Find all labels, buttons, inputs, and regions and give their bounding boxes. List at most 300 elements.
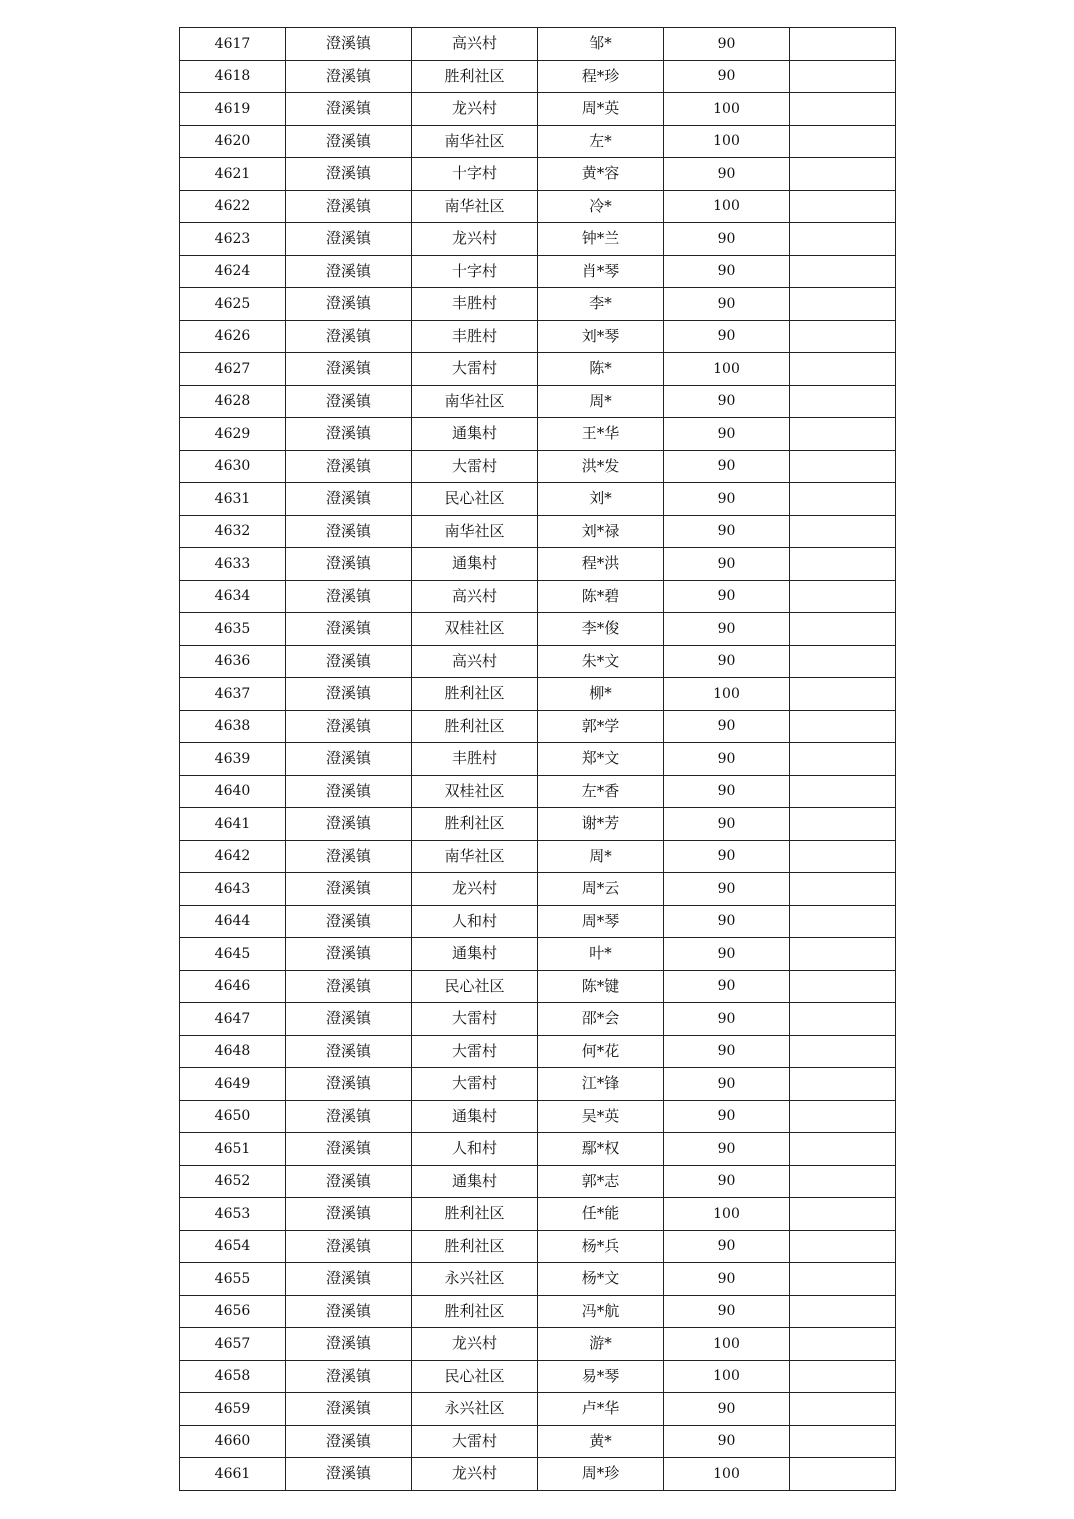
village-cell: 大雷村	[412, 1003, 538, 1036]
serial-number-cell: 4639	[180, 743, 286, 776]
serial-number-cell: 4653	[180, 1198, 286, 1231]
person-name-cell: 冯*航	[538, 1295, 664, 1328]
table-row	[180, 743, 896, 776]
serial-number-cell: 4646	[180, 970, 286, 1003]
table-row	[180, 1360, 896, 1393]
serial-number-cell: 4641	[180, 808, 286, 841]
amount-cell: 90	[664, 450, 790, 483]
person-name-cell: 钟*兰	[538, 223, 664, 256]
village-cell: 民心社区	[412, 1360, 538, 1393]
village-cell: 通集村	[412, 418, 538, 451]
amount-cell: 90	[664, 580, 790, 613]
table-row	[180, 93, 896, 126]
amount-cell: 90	[664, 873, 790, 906]
serial-number-cell: 4651	[180, 1133, 286, 1166]
remark-cell	[790, 1003, 896, 1036]
table-row	[180, 190, 896, 223]
person-name-cell: 李*俊	[538, 613, 664, 646]
table-row	[180, 905, 896, 938]
serial-number-cell: 4631	[180, 483, 286, 516]
table-row	[180, 710, 896, 743]
town-cell: 澄溪镇	[286, 483, 412, 516]
person-name-cell: 郭*学	[538, 710, 664, 743]
amount-cell: 90	[664, 255, 790, 288]
amount-cell: 90	[664, 1100, 790, 1133]
amount-cell: 90	[664, 808, 790, 841]
serial-number-cell: 4652	[180, 1165, 286, 1198]
amount-cell: 90	[664, 483, 790, 516]
town-cell: 澄溪镇	[286, 645, 412, 678]
serial-number-cell: 4657	[180, 1328, 286, 1361]
village-cell: 丰胜村	[412, 320, 538, 353]
amount-cell: 90	[664, 840, 790, 873]
remark-cell	[790, 938, 896, 971]
remark-cell	[790, 970, 896, 1003]
town-cell: 澄溪镇	[286, 743, 412, 776]
town-cell: 澄溪镇	[286, 158, 412, 191]
person-name-cell: 肖*琴	[538, 255, 664, 288]
table-row	[180, 320, 896, 353]
remark-cell	[790, 125, 896, 158]
remark-cell	[790, 223, 896, 256]
person-name-cell: 游*	[538, 1328, 664, 1361]
amount-cell: 100	[664, 1360, 790, 1393]
serial-number-cell: 4658	[180, 1360, 286, 1393]
village-cell: 南华社区	[412, 840, 538, 873]
remark-cell	[790, 1393, 896, 1426]
village-cell: 南华社区	[412, 125, 538, 158]
person-name-cell: 鄢*权	[538, 1133, 664, 1166]
village-cell: 双桂社区	[412, 775, 538, 808]
table-row	[180, 255, 896, 288]
person-name-cell: 黄*	[538, 1425, 664, 1458]
remark-cell	[790, 1068, 896, 1101]
remark-cell	[790, 905, 896, 938]
amount-cell: 90	[664, 645, 790, 678]
person-name-cell: 李*	[538, 288, 664, 321]
amount-cell: 90	[664, 418, 790, 451]
table-row	[180, 938, 896, 971]
amount-cell: 90	[664, 970, 790, 1003]
town-cell: 澄溪镇	[286, 288, 412, 321]
remark-cell	[790, 190, 896, 223]
person-name-cell: 陈*键	[538, 970, 664, 1003]
table-row	[180, 1035, 896, 1068]
village-cell: 胜利社区	[412, 678, 538, 711]
table-row	[180, 418, 896, 451]
town-cell: 澄溪镇	[286, 515, 412, 548]
table-row	[180, 223, 896, 256]
table-row	[180, 678, 896, 711]
amount-cell: 90	[664, 158, 790, 191]
amount-cell: 90	[664, 1230, 790, 1263]
village-cell: 南华社区	[412, 190, 538, 223]
table-row	[180, 483, 896, 516]
amount-cell: 100	[664, 93, 790, 126]
village-cell: 大雷村	[412, 1425, 538, 1458]
serial-number-cell: 4627	[180, 353, 286, 386]
remark-cell	[790, 385, 896, 418]
table-row	[180, 1263, 896, 1296]
town-cell: 澄溪镇	[286, 320, 412, 353]
town-cell: 澄溪镇	[286, 385, 412, 418]
person-name-cell: 程*洪	[538, 548, 664, 581]
remark-cell	[790, 840, 896, 873]
amount-cell: 90	[664, 1425, 790, 1458]
person-name-cell: 周*琴	[538, 905, 664, 938]
person-name-cell: 杨*兵	[538, 1230, 664, 1263]
village-cell: 胜利社区	[412, 1198, 538, 1231]
person-name-cell: 刘*	[538, 483, 664, 516]
village-cell: 大雷村	[412, 353, 538, 386]
person-name-cell: 洪*发	[538, 450, 664, 483]
village-cell: 龙兴村	[412, 1328, 538, 1361]
amount-cell: 90	[664, 1263, 790, 1296]
remark-cell	[790, 255, 896, 288]
remark-cell	[790, 93, 896, 126]
amount-cell: 100	[664, 1458, 790, 1491]
town-cell: 澄溪镇	[286, 1425, 412, 1458]
remark-cell	[790, 808, 896, 841]
serial-number-cell: 4628	[180, 385, 286, 418]
remark-cell	[790, 548, 896, 581]
remark-cell	[790, 1100, 896, 1133]
remark-cell	[790, 1360, 896, 1393]
table-row	[180, 808, 896, 841]
remark-cell	[790, 60, 896, 93]
remark-cell	[790, 483, 896, 516]
town-cell: 澄溪镇	[286, 1003, 412, 1036]
town-cell: 澄溪镇	[286, 1263, 412, 1296]
person-name-cell: 郑*文	[538, 743, 664, 776]
serial-number-cell: 4647	[180, 1003, 286, 1036]
serial-number-cell: 4642	[180, 840, 286, 873]
village-cell: 高兴村	[412, 28, 538, 61]
village-cell: 永兴社区	[412, 1263, 538, 1296]
amount-cell: 100	[664, 1328, 790, 1361]
remark-cell	[790, 1230, 896, 1263]
person-name-cell: 黄*容	[538, 158, 664, 191]
remark-cell	[790, 645, 896, 678]
data-table	[179, 27, 896, 1491]
serial-number-cell: 4623	[180, 223, 286, 256]
person-name-cell: 周*英	[538, 93, 664, 126]
serial-number-cell: 4645	[180, 938, 286, 971]
remark-cell	[790, 1328, 896, 1361]
town-cell: 澄溪镇	[286, 1295, 412, 1328]
town-cell: 澄溪镇	[286, 678, 412, 711]
town-cell: 澄溪镇	[286, 125, 412, 158]
serial-number-cell: 4638	[180, 710, 286, 743]
town-cell: 澄溪镇	[286, 190, 412, 223]
town-cell: 澄溪镇	[286, 1068, 412, 1101]
serial-number-cell: 4630	[180, 450, 286, 483]
amount-cell: 90	[664, 1068, 790, 1101]
amount-cell: 90	[664, 288, 790, 321]
serial-number-cell: 4633	[180, 548, 286, 581]
village-cell: 通集村	[412, 548, 538, 581]
amount-cell: 90	[664, 1295, 790, 1328]
town-cell: 澄溪镇	[286, 613, 412, 646]
table-row	[180, 1003, 896, 1036]
village-cell: 龙兴村	[412, 1458, 538, 1491]
table-row	[180, 450, 896, 483]
serial-number-cell: 4634	[180, 580, 286, 613]
table-body	[180, 28, 896, 1491]
serial-number-cell: 4624	[180, 255, 286, 288]
village-cell: 人和村	[412, 1133, 538, 1166]
town-cell: 澄溪镇	[286, 580, 412, 613]
table-row	[180, 775, 896, 808]
serial-number-cell: 4650	[180, 1100, 286, 1133]
town-cell: 澄溪镇	[286, 450, 412, 483]
village-cell: 大雷村	[412, 1035, 538, 1068]
remark-cell	[790, 28, 896, 61]
table-row	[180, 970, 896, 1003]
village-cell: 丰胜村	[412, 743, 538, 776]
table-row	[180, 580, 896, 613]
village-cell: 南华社区	[412, 385, 538, 418]
remark-cell	[790, 515, 896, 548]
amount-cell: 90	[664, 938, 790, 971]
remark-cell	[790, 678, 896, 711]
serial-number-cell: 4643	[180, 873, 286, 906]
table-row	[180, 1425, 896, 1458]
amount-cell: 90	[664, 710, 790, 743]
town-cell: 澄溪镇	[286, 1230, 412, 1263]
table-row	[180, 28, 896, 61]
person-name-cell: 冷*	[538, 190, 664, 223]
amount-cell: 90	[664, 1035, 790, 1068]
village-cell: 通集村	[412, 1100, 538, 1133]
table-row	[180, 613, 896, 646]
village-cell: 胜利社区	[412, 60, 538, 93]
amount-cell: 90	[664, 1165, 790, 1198]
person-name-cell: 左*	[538, 125, 664, 158]
person-name-cell: 周*	[538, 840, 664, 873]
remark-cell	[790, 450, 896, 483]
amount-cell: 100	[664, 678, 790, 711]
person-name-cell: 王*华	[538, 418, 664, 451]
person-name-cell: 郭*志	[538, 1165, 664, 1198]
town-cell: 澄溪镇	[286, 808, 412, 841]
town-cell: 澄溪镇	[286, 873, 412, 906]
serial-number-cell: 4618	[180, 60, 286, 93]
village-cell: 人和村	[412, 905, 538, 938]
remark-cell	[790, 1295, 896, 1328]
person-name-cell: 易*琴	[538, 1360, 664, 1393]
remark-cell	[790, 1198, 896, 1231]
table-row	[180, 60, 896, 93]
village-cell: 通集村	[412, 938, 538, 971]
serial-number-cell: 4621	[180, 158, 286, 191]
village-cell: 胜利社区	[412, 1230, 538, 1263]
village-cell: 高兴村	[412, 580, 538, 613]
village-cell: 丰胜村	[412, 288, 538, 321]
person-name-cell: 陈*碧	[538, 580, 664, 613]
table-row	[180, 288, 896, 321]
town-cell: 澄溪镇	[286, 353, 412, 386]
person-name-cell: 邹*	[538, 28, 664, 61]
serial-number-cell: 4637	[180, 678, 286, 711]
amount-cell: 90	[664, 1133, 790, 1166]
serial-number-cell: 4622	[180, 190, 286, 223]
town-cell: 澄溪镇	[286, 1360, 412, 1393]
table-row	[180, 645, 896, 678]
table-row	[180, 1295, 896, 1328]
town-cell: 澄溪镇	[286, 418, 412, 451]
serial-number-cell: 4640	[180, 775, 286, 808]
table-row	[180, 840, 896, 873]
person-name-cell: 谢*芳	[538, 808, 664, 841]
remark-cell	[790, 613, 896, 646]
serial-number-cell: 4617	[180, 28, 286, 61]
remark-cell	[790, 1425, 896, 1458]
table-row	[180, 1068, 896, 1101]
table-row	[180, 873, 896, 906]
remark-cell	[790, 1133, 896, 1166]
town-cell: 澄溪镇	[286, 1035, 412, 1068]
person-name-cell: 任*能	[538, 1198, 664, 1231]
town-cell: 澄溪镇	[286, 28, 412, 61]
town-cell: 澄溪镇	[286, 710, 412, 743]
person-name-cell: 卢*华	[538, 1393, 664, 1426]
serial-number-cell: 4635	[180, 613, 286, 646]
table-row	[180, 385, 896, 418]
remark-cell	[790, 580, 896, 613]
serial-number-cell: 4649	[180, 1068, 286, 1101]
town-cell: 澄溪镇	[286, 840, 412, 873]
serial-number-cell: 4648	[180, 1035, 286, 1068]
amount-cell: 90	[664, 60, 790, 93]
amount-cell: 90	[664, 28, 790, 61]
remark-cell	[790, 158, 896, 191]
amount-cell: 90	[664, 1003, 790, 1036]
town-cell: 澄溪镇	[286, 905, 412, 938]
town-cell: 澄溪镇	[286, 1100, 412, 1133]
remark-cell	[790, 775, 896, 808]
table-row	[180, 515, 896, 548]
serial-number-cell: 4654	[180, 1230, 286, 1263]
person-name-cell: 杨*文	[538, 1263, 664, 1296]
amount-cell: 90	[664, 613, 790, 646]
serial-number-cell: 4644	[180, 905, 286, 938]
village-cell: 大雷村	[412, 1068, 538, 1101]
person-name-cell: 程*珍	[538, 60, 664, 93]
person-name-cell: 刘*禄	[538, 515, 664, 548]
serial-number-cell: 4661	[180, 1458, 286, 1491]
town-cell: 澄溪镇	[286, 1328, 412, 1361]
village-cell: 通集村	[412, 1165, 538, 1198]
table-row	[180, 1328, 896, 1361]
village-cell: 胜利社区	[412, 710, 538, 743]
serial-number-cell: 4655	[180, 1263, 286, 1296]
table-row	[180, 158, 896, 191]
serial-number-cell: 4620	[180, 125, 286, 158]
amount-cell: 100	[664, 1198, 790, 1231]
village-cell: 龙兴村	[412, 873, 538, 906]
amount-cell: 90	[664, 223, 790, 256]
village-cell: 龙兴村	[412, 93, 538, 126]
village-cell: 大雷村	[412, 450, 538, 483]
town-cell: 澄溪镇	[286, 548, 412, 581]
town-cell: 澄溪镇	[286, 60, 412, 93]
person-name-cell: 周*云	[538, 873, 664, 906]
village-cell: 胜利社区	[412, 1295, 538, 1328]
person-name-cell: 叶*	[538, 938, 664, 971]
serial-number-cell: 4629	[180, 418, 286, 451]
serial-number-cell: 4625	[180, 288, 286, 321]
table-row	[180, 1133, 896, 1166]
remark-cell	[790, 1263, 896, 1296]
remark-cell	[790, 320, 896, 353]
amount-cell: 90	[664, 320, 790, 353]
town-cell: 澄溪镇	[286, 1198, 412, 1231]
village-cell: 民心社区	[412, 483, 538, 516]
serial-number-cell: 4660	[180, 1425, 286, 1458]
table-row	[180, 548, 896, 581]
person-name-cell: 陈*	[538, 353, 664, 386]
remark-cell	[790, 1035, 896, 1068]
amount-cell: 90	[664, 775, 790, 808]
amount-cell: 90	[664, 385, 790, 418]
serial-number-cell: 4656	[180, 1295, 286, 1328]
serial-number-cell: 4626	[180, 320, 286, 353]
person-name-cell: 吴*英	[538, 1100, 664, 1133]
table-row	[180, 1165, 896, 1198]
remark-cell	[790, 418, 896, 451]
remark-cell	[790, 743, 896, 776]
person-name-cell: 周*珍	[538, 1458, 664, 1491]
person-name-cell: 江*锋	[538, 1068, 664, 1101]
village-cell: 十字村	[412, 255, 538, 288]
town-cell: 澄溪镇	[286, 255, 412, 288]
village-cell: 双桂社区	[412, 613, 538, 646]
village-cell: 十字村	[412, 158, 538, 191]
remark-cell	[790, 1458, 896, 1491]
remark-cell	[790, 1165, 896, 1198]
person-name-cell: 左*香	[538, 775, 664, 808]
town-cell: 澄溪镇	[286, 970, 412, 1003]
person-name-cell: 周*	[538, 385, 664, 418]
person-name-cell: 柳*	[538, 678, 664, 711]
village-cell: 高兴村	[412, 645, 538, 678]
town-cell: 澄溪镇	[286, 1133, 412, 1166]
table-row	[180, 1230, 896, 1263]
village-cell: 南华社区	[412, 515, 538, 548]
table-row	[180, 1100, 896, 1133]
person-name-cell: 何*花	[538, 1035, 664, 1068]
town-cell: 澄溪镇	[286, 1393, 412, 1426]
town-cell: 澄溪镇	[286, 1165, 412, 1198]
amount-cell: 100	[664, 125, 790, 158]
town-cell: 澄溪镇	[286, 93, 412, 126]
amount-cell: 90	[664, 548, 790, 581]
amount-cell: 100	[664, 190, 790, 223]
serial-number-cell: 4632	[180, 515, 286, 548]
amount-cell: 90	[664, 1393, 790, 1426]
town-cell: 澄溪镇	[286, 223, 412, 256]
remark-cell	[790, 288, 896, 321]
village-cell: 永兴社区	[412, 1393, 538, 1426]
serial-number-cell: 4619	[180, 93, 286, 126]
table-row	[180, 125, 896, 158]
person-name-cell: 朱*文	[538, 645, 664, 678]
village-cell: 龙兴村	[412, 223, 538, 256]
amount-cell: 90	[664, 515, 790, 548]
serial-number-cell: 4659	[180, 1393, 286, 1426]
amount-cell: 90	[664, 743, 790, 776]
